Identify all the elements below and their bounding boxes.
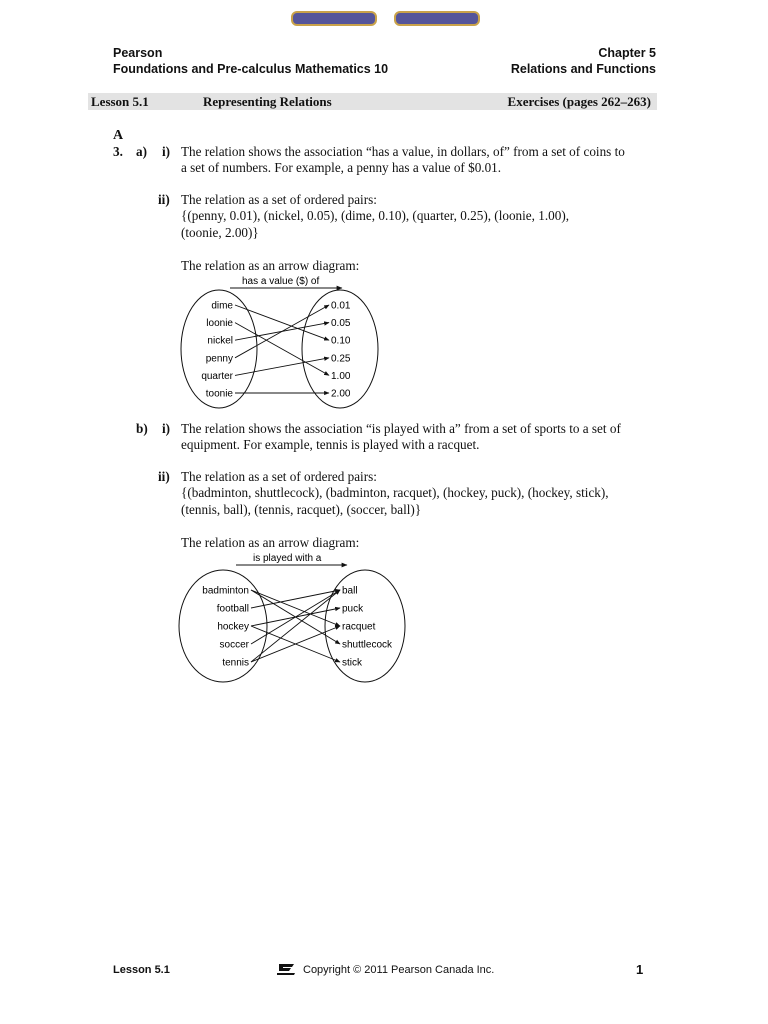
relation-label-b: is played with a	[253, 553, 322, 564]
domain-item: nickel	[207, 335, 233, 347]
domain-item: dime	[211, 300, 233, 312]
domain-item: football	[216, 603, 249, 615]
domain-item: soccer	[219, 639, 249, 651]
range-item: 0.01	[331, 300, 351, 312]
domain-item: badminton	[202, 585, 249, 597]
header-publisher: Pearson	[113, 46, 163, 60]
mapping-arrow	[251, 590, 340, 662]
part-b-i-line1: The relation shows the association “is played with a” from a set of sports to a set of	[181, 421, 621, 436]
part-a-i-label: i)	[162, 144, 171, 159]
relation-label-a: has a value ($) of	[242, 276, 320, 287]
range-item: puck	[342, 603, 364, 615]
part-a-ii-line2: {(penny, 0.01), (nickel, 0.05), (dime, 0.10), (quarter, 0.25), (loonie, 1.00),	[181, 208, 570, 223]
part-a-ii-line3: (toonie, 2.00)}	[181, 225, 259, 240]
range-item: 0.25	[331, 353, 351, 365]
page-number: 1	[636, 962, 644, 977]
part-a-ii-label: ii)	[158, 192, 170, 207]
part-a-label: a)	[136, 144, 147, 159]
header-course: Foundations and Pre-calculus Mathematics 10	[113, 62, 389, 76]
domain-item: penny	[205, 353, 233, 365]
part-a-i-line2: a set of numbers. For example, a penny has a value of $0.01.	[181, 160, 502, 175]
part-b-ii-line2: {(badminton, shuttlecock), (badminton, racquet), (hockey, puck), (hockey, stick),	[181, 485, 609, 500]
header-chapter: Chapter 5	[598, 46, 656, 60]
part-a-ii-line1: The relation as a set of ordered pairs:	[181, 192, 377, 207]
domain-item: tennis	[222, 657, 249, 669]
lesson-exercises: Exercises (pages 262–263)	[507, 94, 651, 109]
footer-copyright: Copyright © 2011 Pearson Canada Inc.	[303, 964, 495, 976]
domain-item: hockey	[217, 621, 249, 633]
pearson-logo-icon	[277, 963, 297, 975]
domain-item: toonie	[205, 388, 233, 400]
range-item: ball	[342, 585, 358, 597]
part-b-label: b)	[136, 421, 148, 436]
question-number: 3.	[113, 144, 123, 159]
part-a-diagram-caption: The relation as an arrow diagram:	[181, 258, 360, 273]
range-item: stick	[342, 657, 362, 669]
domain-item: loonie	[206, 318, 233, 330]
part-b-ii-line1: The relation as a set of ordered pairs:	[181, 469, 377, 484]
domain-item: quarter	[201, 370, 233, 382]
range-item: 0.05	[331, 318, 351, 330]
lesson-number: Lesson 5.1	[91, 94, 149, 109]
section-label: A	[113, 128, 124, 143]
part-a-i-line1: The relation shows the association “has a value, in dollars, of” from a set of coins to	[181, 144, 625, 159]
range-item: 2.00	[331, 388, 351, 400]
part-b-diagram-caption: The relation as an arrow diagram:	[181, 535, 360, 550]
range-item: racquet	[342, 621, 376, 633]
part-b-ii-label: ii)	[158, 469, 170, 484]
range-item: 0.10	[331, 335, 351, 347]
range-item: shuttlecock	[342, 639, 393, 651]
part-b-i-line2: equipment. For example, tennis is played with a racquet.	[181, 437, 480, 452]
part-b-i-label: i)	[162, 421, 171, 436]
mapping-arrow	[251, 590, 340, 608]
part-b-ii-line3: (tennis, ball), (tennis, racquet), (soccer, ball)}	[181, 502, 422, 517]
footer-lesson: Lesson 5.1	[113, 964, 170, 976]
range-item: 1.00	[331, 370, 351, 382]
lesson-title: Representing Relations	[203, 94, 332, 109]
header-chapter-title: Relations and Functions	[510, 62, 656, 76]
